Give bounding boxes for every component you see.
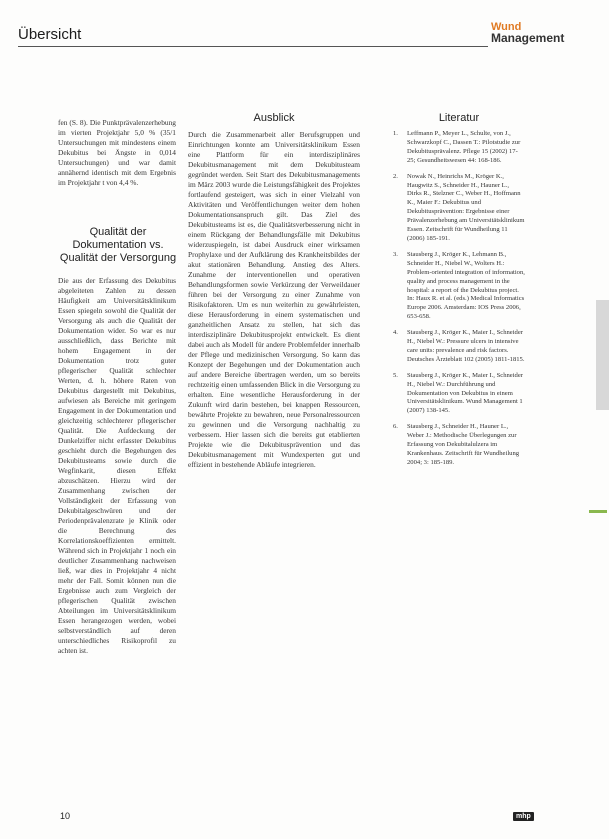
reference-item — [393, 173, 525, 244]
reference-number: 5. — [393, 371, 398, 379]
reference-text: Nowak N., Heinrichs M., Kröger K., Haugwitz S., Schneider H., Hauner L., Dirks R., Stelzner C., Weber H., Hoffmann K., Maier F.: Dekubitus und Dekubitusprävention: Ergebnisse einer Prävalenzerhebung am Universitätsklinikum Essen. Zeitschrift für Wundheilung 11 (2006) 185-191. — [407, 172, 525, 242]
column-1-body — [58, 276, 176, 656]
reference-number: 3. — [393, 250, 398, 258]
reference-item — [393, 130, 525, 166]
reference-text: Stausberg J., Kröger K., Maier I., Schneider H., Niebel W.: Durchführung und Dokumentation von Dekubitus in einem Universitätsklinikum. Wund Management 1 (2007) 138-145. — [407, 371, 523, 415]
logo-wund: Wund — [491, 21, 522, 33]
reference-text: Stausberg J., Kröger K., Maier I., Schneider H., Niebel W.: Pressure ulcers in intensive care units: prevalence and risk factors. Deutsches Ärzteblatt 102 (2005) 1811-1815. — [407, 329, 525, 363]
column-1-body-text: Die aus der Erfassung des Dekubitus abgeleiteten Zahlen zu dessen Häufigkeit am Universitätsklinikum Essen spiegeln sowohl die Qualität der Versorgung als auch die Qualität der Dokumentation wider. So war es nur ausschließlich, dass Berichte mit hohem Engagement in der Dokumentation trotz guter pflegerischer Qualität schlechter Werten, d. h. höhere Raten von Dekubitus dargestellt mit Dekubitus, aufwiesen als Bereiche mit geringem Engagement in der Dokumentation und gleichzeitig schlechterer pflegerischer Qualität. Die Aufdeckung der Dunkelziffer nicht erfasster Dekubitus geschieht durch die Begehungen des Dekubitusteams sowie durch die Wegfinkarit, diesen Effekt abzuschätzen. Hierzu wird der Zusammenhang zwischen der Vollständigkeit der Erfassung von Dekubitalgeschwüren und der Periodenprävalenzrate je Klinik oder die Berechnung des Korrelationskoeffizienten ermittelt. Während sich in Projektjahr 1 noch ein deutlicher Zusammenhang nachweisen ließ, war dies in Projektjahr 4 nicht mehr der Fall. Somit können nun die Ergebnisse auch zum Vergleich der pflegerischen Qualität zwischen Abteilungen im Universitätsklinikum Essen herangezogen werden, wobei selbstverständlich auf deren unterschiedliches Risikoprofil zu achten ist. — [58, 276, 176, 655]
section-heading-quality: Qualität der Dokumentation vs. Qualität der Versorgung — [59, 226, 177, 264]
reference-number: 6. — [393, 423, 398, 431]
reference-text: Stausberg J., Schneider H., Hauner L., Weber J.: Methodische Überlegungen zur Erfassung von Dekubitalulzera im Krankenhaus. Zeitschrift für Wundheilung 2004; 3: 185-189. — [407, 423, 520, 466]
column-1-intro: fen (S. 8). Die Punktprävalenzerhebung im vierten Projektjahr 5,0 % (35/1 Untersuchungen mit mindestens einem Dekubitus bei Ängste in 0,014 Untersuchungen) und war damit annähernd identisch mit dem Ergebnis im Projektjahr t von 4,4 %. — [58, 118, 176, 187]
reference-number: 4. — [393, 329, 398, 337]
edge-mark — [589, 510, 607, 513]
section-heading-literatur: Literatur — [438, 112, 480, 124]
reference-text: Stausberg J., Kröger K., Lehmann B., Schneider H., Niebel W., Wolters H.: Problem-oriented integration of information, quality and process management in the hospital: a report of the Dekubitus project. In: Haux R. et al. (eds.) Medical Informatics Europe 2006. Amsterdam: IOS Press 2006, 653-658. — [407, 250, 525, 321]
journal-logo — [491, 22, 564, 44]
section-heading-ausblick: Ausblick — [253, 112, 295, 124]
logo-management: Management — [491, 31, 565, 45]
publisher-badge: mhp — [513, 812, 534, 821]
reference-item — [393, 251, 525, 322]
reference-number: 1. — [393, 130, 398, 137]
header-rule — [18, 46, 488, 47]
page-number: 10 — [60, 811, 71, 821]
reference-text: Leffmann P., Meyer L., Schulte, von J., Schwarzkopf C., Dassen T.: Pilotstudie zur Dekubitusprävalenz. Pflege 15 (2002) 17-25; Gesundheitswesen 44: 168-186. — [407, 130, 521, 164]
edge-tab — [596, 300, 609, 410]
reference-item — [393, 329, 525, 365]
reference-list — [393, 130, 525, 475]
column-2-body-text: Durch die Zusammenarbeit aller Berufsgruppen und Einrichtungen konnte am Universitätsklinikum Essen eine Plattform für ein interdisziplinäres Dekubitusmanagement mit dem Dekubitusteam gegründet werden. Seit Start des Dekubitusmanagements im März 2003 wurde die Leistungsfähigkeit des Projektes fortlaufend gesteigert, was sich in einer Vielzahl von Aktivitäten und Veröffentlichungen weiter dem hohen Dokumentationsanspruch gilt. Das Ziel des Dekubitusteams ist es, die Qualitätsverbesserung nicht in einem Rückgang der Behandlungsfälle mit Dekubitus widerzuspiegeln, ist dabei Ausdruck einer wirksamen Prophylaxe und der Aufklärung des Krankheitsbildes der akut stationären Behandlung. Anstieg des Alters. Zunahme der interventionellen und operativen Behandlungsformen sowie Verkürzung der Verweildauer führen bei der Versorgung zu einer Zunahme von Risikofaktoren. Um es nun weiterhin zu gewährleisten, diese Herausforderung in einem systematischen und ganzheitlichen Ansatz zu stellen, hat sich das interdisziplinäre Dekubitusprojekt entwickelt. Es dient dabei auch als Modell für andere Problemfelder innerhalb der Pflege und medizinischen Versorgung. So kann das Konzept der Begehungen und der Dokumentation auch auf andere Bereiche übertragen werden, um so bereits rechtzeitig einen umfassenden Blick in die Versorgung zu erhalten. Eine wesentliche Herausforderung in der Zukunft wird darin bestehen, bei knappen Ressourcen, bewährte Projekte zu bewahren, neue Personalressourcen zu gewinnen und die Versorgung nachhaltig zu verbessern. Hier lassen sich die bereits gut etablierten Projekte wie die Dekubitusprävention und das Dekubitusmanagement mit Wundexperten gut und effizient in bestehende Abläufe integrieren. — [188, 130, 360, 469]
column-2-body — [188, 130, 360, 470]
reference-item — [393, 372, 525, 417]
column-1-top — [58, 118, 176, 188]
reference-item — [393, 423, 525, 468]
reference-number: 2. — [393, 172, 398, 180]
page-title: Übersicht — [18, 26, 82, 43]
